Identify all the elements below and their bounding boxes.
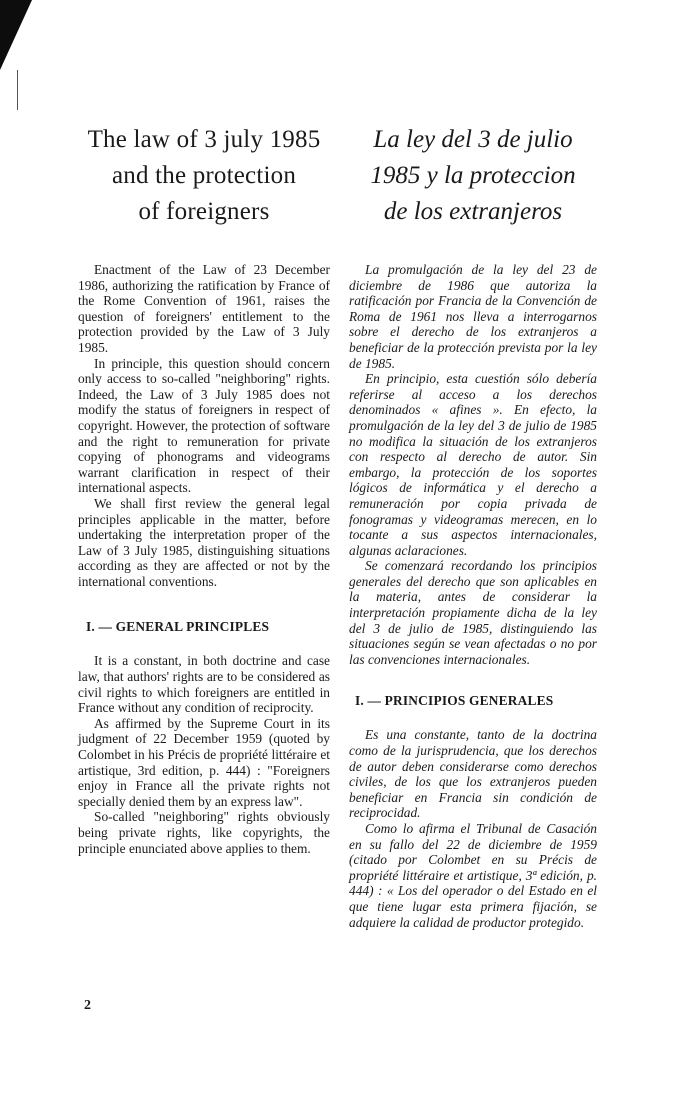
english-paragraph: In principle, this question should concern only access to so-called "neighboring" rights. Indeed, the Law of 3 July 1985 does not modify the status of foreigners in respect of copyright. However, the protection of software and the right to remuneration for private copying of phonograms and videograms warrant clarification in respect of their international aspects. [78, 355, 330, 496]
spanish-column [349, 122, 597, 930]
spanish-paragraph: La promulgación de la ley del 23 de diciembre de 1986 que autoriza la ratificación por Francia de la Convención de Roma de 1961 nos lleva a interrogarnos sobre el derecho de los extranjeros a beneficiar de la protección prevista por la ley de 1985. [349, 262, 597, 371]
english-paragraph: Enactment of the Law of 23 December 1986, authorizing the ratification by France of the Rome Convention of 1961, raises the question of foreigners' entitlement to the protection provided by the Law of 3 July 1985. [78, 262, 330, 355]
english-paragraph: We shall first review the general legal principles applicable in the matter, before undertaking the interpretation proper of the Law of 3 July 1985, distinguishing situations according as they are affected or not by the international conventions. [78, 495, 330, 589]
scan-artifact-line [17, 70, 18, 110]
english-paragraph: It is a constant, in both doctrine and case law, that authors' rights are to be considered as civil rights to which foreigners are entitled in France without any condition of reciprocity. [78, 653, 330, 716]
english-column [78, 122, 330, 856]
spanish-title-line-3: de los extranjeros [383, 198, 563, 225]
scan-edge-mark [0, 0, 32, 70]
spanish-paragraph: Es una constante, tanto de la doctrina como de la jurisprudencia, que los derechos de autor deben considerarse como derechos civiles, de los que los extranjeros pueden beneficiar en Francia sin condición de reciprocidad. [349, 727, 597, 821]
english-paragraph: As affirmed by the Supreme Court in its judgment of 22 December 1959 (quoted by Colombet in his Précis de propriété littéraire et artistique, 3rd edition, p. 444) : "Foreigners enjoy in France all the private rights not specially denied them by an express law". [78, 715, 330, 809]
spanish-paragraph: Como lo afirma el Tribunal de Casación en su fallo del 22 de diciembre de 1959 (citado por Colombet en su Précis de propriété littéraire et artistique, 3ª edición, p. 444) : « Los del operador o del Estado en el que tiene lugar esta primera fijación, se adquiere la calidad de productor protegido. [349, 821, 597, 930]
english-section-heading: I. — GENERAL PRINCIPLES [86, 619, 270, 635]
english-title [78, 122, 330, 230]
spanish-title [349, 122, 597, 230]
english-title-line-1: The law of 3 july 1985 [87, 126, 321, 153]
page-number: 2 [84, 998, 91, 1013]
english-title-line-2: and the protection [111, 162, 297, 189]
english-title-line-3: of foreigners [138, 198, 270, 225]
spanish-section-heading: I. — PRINCIPIOS GENERALES [355, 693, 554, 709]
spanish-paragraph: Se comenzará recordando los principios generales del derecho que son aplicables en la materia, antes de considerar la interpretación propiamente dicha de la ley del 3 de julio de 1985, distinguiendo las situaciones según se vean afectadas o no por las convenciones internacionales. [349, 558, 597, 667]
spanish-paragraph: En principio, esta cuestión sólo debería referirse al acceso a los derechos denominados « afines ». En efecto, la promulgación de la ley del 3 de julio de 1985 no modifica la situación de los extranjeros con respecto al derecho de autor. Sin embargo, la protección de los soportes lógicos de informática y el derecho a remuneración por copia privada de fonogramas y videogramas merecen, en lo tocante a sus aspectos internacionales, algunas aclaraciones. [349, 371, 597, 558]
spanish-title-line-2: 1985 y la proteccion [370, 162, 576, 189]
spanish-title-line-1: La ley del 3 de julio [373, 126, 573, 153]
english-paragraph: So-called "neighboring" rights obviously being private rights, like copyrights, the principle enunciated above applies to them. [78, 809, 330, 856]
